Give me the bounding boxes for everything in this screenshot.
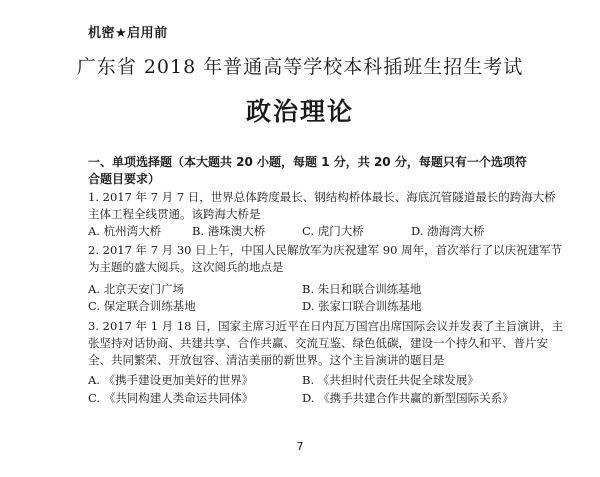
question-1-option-a: A. 杭州湾大桥 bbox=[88, 224, 162, 238]
question-3-stem-line-2: 张坚持对话协商、共建共享、合作共赢、交流互鉴、绿色低碳，建设一个持久和平、普片安 bbox=[88, 336, 548, 350]
question-1-option-d: D. 渤海湾大桥 bbox=[411, 224, 485, 238]
question-1-stem-line-2: 主体工程全线贯通。该跨海大桥是 bbox=[88, 207, 261, 221]
question-2-stem-line-1: 2. 2017 年 7 月 30 日上午，中国人民解放军为庆祝建军 90 周年，首次举行了以庆祝建军节 bbox=[88, 243, 563, 257]
question-1-stem-line-1: 1. 2017 年 7 月 7 日，世界总体跨度最长、钢结构桥体最长、海底沉管隧道最长的跨海大桥 bbox=[88, 190, 556, 204]
page-number: 7 bbox=[296, 440, 304, 453]
question-3-option-a: A. 《携手建设更加美好的世界》 bbox=[88, 373, 254, 387]
question-2-option-b: B. 朱日和联合训练基地 bbox=[302, 282, 422, 296]
question-2-stem-line-2: 为主题的盛大阅兵。这次阅兵的地点是 bbox=[88, 260, 284, 274]
question-2-option-a: A. 北京天安门广场 bbox=[88, 282, 185, 296]
confidential-mark: 机密★启用前 bbox=[88, 26, 168, 41]
question-2-option-d: D. 张家口联合训练基地 bbox=[302, 299, 422, 313]
section-heading: 一、单项选择题（本大题共 20 小题，每题 1 分，共 20 分，每题只有一个选项符合题目要求） bbox=[88, 155, 527, 186]
question-1-option-c: C. 虎门大桥 bbox=[302, 224, 364, 238]
question-3-stem-line-1: 3. 2017 年 1 月 18 日，国家主席习近平在日内瓦万国宫出席国际会议并发表了主旨演讲，主 bbox=[88, 319, 564, 333]
subject-title: 政治理论 bbox=[245, 97, 354, 126]
question-3-option-b: B. 《共担时代责任共促全球发展》 bbox=[302, 373, 479, 387]
question-2-option-c: C. 保定联合训练基地 bbox=[88, 299, 196, 313]
question-3-option-d: D. 《携手共建合作共赢的新型国际关系》 bbox=[302, 391, 514, 405]
exam-title: 广东省 2018 年普通高等学校本科插班生招生考试 bbox=[76, 56, 524, 78]
question-3-stem-line-3: 全、共同繁荣、开放包容、清洁美丽的新世界。这个主旨演讲的题目是 bbox=[88, 353, 445, 367]
question-1-option-b: B. 港珠澳大桥 bbox=[192, 224, 266, 238]
question-3-option-c: C. 《共同构建人类命运共同体》 bbox=[88, 391, 254, 405]
